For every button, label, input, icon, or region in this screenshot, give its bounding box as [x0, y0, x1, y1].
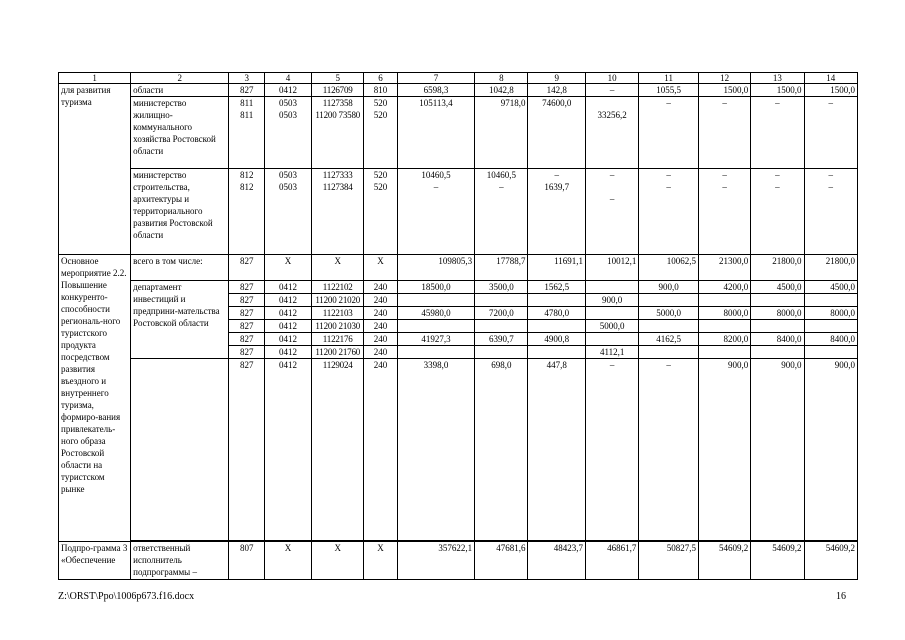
csr-cell: 1127333 1127384	[312, 169, 364, 255]
value-cell	[586, 333, 639, 346]
value-cell	[639, 294, 699, 307]
value-cell	[475, 346, 528, 359]
value-cell	[804, 346, 857, 359]
value-cell: 8400,0	[804, 333, 857, 346]
csr-cell: 1122103	[312, 307, 364, 320]
grbs-cell: 807	[229, 542, 265, 580]
rzpr-cell: 0503 0503	[265, 169, 312, 255]
csr-cell: 11200 21020	[312, 294, 364, 307]
vr-cell: 240	[364, 320, 397, 333]
value-cell: 3398,0	[397, 359, 474, 541]
grbs-cell: 827	[229, 320, 265, 333]
budget-table	[58, 72, 858, 580]
value-cell: 900,0	[804, 359, 857, 541]
value-cell: 21300,0	[698, 255, 750, 281]
col-header: 13	[751, 73, 804, 84]
value-cell	[397, 346, 474, 359]
value-cell: –	[586, 359, 639, 541]
value-cell: 10062,5	[639, 255, 699, 281]
value-cell: – –	[751, 169, 804, 255]
rzpr-cell: 0412	[265, 84, 312, 97]
rzpr-cell: 0412	[265, 359, 312, 541]
value-cell: 5000,0	[586, 320, 639, 333]
value-cell	[804, 294, 857, 307]
activity-name-cell: Подпро-грамма 3 «Обеспечение	[59, 542, 131, 580]
value-cell: 33256,2	[586, 97, 639, 169]
rzpr-cell: X	[265, 255, 312, 281]
value-cell: – –	[804, 169, 857, 255]
grbs-cell: 827	[229, 359, 265, 541]
value-cell	[475, 320, 528, 333]
col-header: 6	[364, 73, 397, 84]
value-cell: 7200,0	[475, 307, 528, 320]
table-row	[59, 169, 858, 255]
value-cell: 8400,0	[751, 333, 804, 346]
col-header: 12	[698, 73, 750, 84]
rzpr-cell: 0503 0503	[265, 97, 312, 169]
value-cell: 1562,5	[528, 281, 586, 294]
value-cell: 4162,5	[639, 333, 699, 346]
rzpr-cell: 0412	[265, 307, 312, 320]
value-cell: 4112,1	[586, 346, 639, 359]
table-row	[59, 97, 858, 169]
value-cell: 8000,0	[751, 307, 804, 320]
value-cell: 447,8	[528, 359, 586, 541]
grbs-cell: 827	[229, 255, 265, 281]
value-cell	[586, 307, 639, 320]
value-cell: 6390,7	[475, 333, 528, 346]
value-cell	[751, 294, 804, 307]
grbs-cell: 812 812	[229, 169, 265, 255]
vr-cell: X	[364, 542, 397, 580]
value-cell	[586, 281, 639, 294]
value-cell: 54609,2	[698, 542, 750, 580]
col-header: 1	[59, 73, 131, 84]
executor-cell: всего в том числе:	[131, 255, 229, 281]
col-header: 8	[475, 73, 528, 84]
value-cell: 3500,0	[475, 281, 528, 294]
value-cell: 8000,0	[698, 307, 750, 320]
col-header: 10	[586, 73, 639, 84]
value-cell: 8000,0	[804, 307, 857, 320]
vr-cell: 240	[364, 294, 397, 307]
activity-name-cell: Основное мероприятие 2.2. Повышение конкуренто-способности региональ-ного туристского продукта посредством развития въездного и внутреннего туризма, формиро-вания привлекатель-ного образа Ростовской области на туристском рынке	[59, 255, 131, 542]
rzpr-cell: 0412	[265, 294, 312, 307]
value-cell: –	[698, 97, 750, 169]
rzpr-cell: 0412	[265, 333, 312, 346]
executor-cell: ответственный исполнитель подпрограммы –	[131, 542, 229, 580]
grbs-cell: 827	[229, 333, 265, 346]
value-cell	[475, 294, 528, 307]
value-cell: 21800,0	[804, 255, 857, 281]
csr-cell: 1126709	[312, 84, 364, 97]
value-cell	[528, 294, 586, 307]
value-cell: 46861,7	[586, 542, 639, 580]
vr-cell: 520 520	[364, 97, 397, 169]
csr-cell: 1129024	[312, 359, 364, 541]
vr-cell: 240	[364, 281, 397, 294]
csr-cell: 1122102	[312, 281, 364, 294]
value-cell: – –	[698, 169, 750, 255]
vr-cell: 240	[364, 359, 397, 541]
value-cell: 50827,5	[639, 542, 699, 580]
value-cell: 54609,2	[804, 542, 857, 580]
page-number: 16	[836, 591, 846, 602]
grbs-cell: 811 811	[229, 97, 265, 169]
grbs-cell: 827	[229, 84, 265, 97]
value-cell	[528, 346, 586, 359]
value-cell: 6598,3	[397, 84, 474, 97]
value-cell	[639, 346, 699, 359]
value-cell: 1500,0	[751, 84, 804, 97]
value-cell	[639, 320, 699, 333]
value-cell: 357622,1	[397, 542, 474, 580]
value-cell: 1042,8	[475, 84, 528, 97]
value-cell	[751, 320, 804, 333]
vr-cell: 240	[364, 307, 397, 320]
value-cell: 1500,0	[804, 84, 857, 97]
value-cell: 4500,0	[751, 281, 804, 294]
vr-cell: 240	[364, 333, 397, 346]
value-cell: 47681,6	[475, 542, 528, 580]
value-cell: 4500,0	[804, 281, 857, 294]
table-row	[59, 84, 858, 97]
csr-cell: 1122176	[312, 333, 364, 346]
executor-cell: министерство жилищно-коммунального хозяйства Ростовской области	[131, 97, 229, 169]
col-header: 11	[639, 73, 699, 84]
rzpr-cell: 0412	[265, 346, 312, 359]
value-cell	[397, 320, 474, 333]
value-cell: 17788,7	[475, 255, 528, 281]
executor-cell: министерство строительства, архитектуры и территориального развития Ростовской области	[131, 169, 229, 255]
value-cell	[528, 320, 586, 333]
value-cell: 142,8	[528, 84, 586, 97]
table-row	[59, 359, 858, 541]
value-cell: 54609,2	[751, 542, 804, 580]
value-cell: – –	[639, 169, 699, 255]
value-cell: 8200,0	[698, 333, 750, 346]
vr-cell: 240	[364, 346, 397, 359]
header-row	[59, 73, 858, 84]
table-row	[59, 255, 858, 281]
value-cell: 1500,0	[698, 84, 750, 97]
value-cell: 900,0	[639, 281, 699, 294]
value-cell: 900,0	[586, 294, 639, 307]
value-cell: 5000,0	[639, 307, 699, 320]
value-cell: –	[639, 359, 699, 541]
value-cell: 9718,0	[475, 97, 528, 169]
value-cell: 18500,0	[397, 281, 474, 294]
value-cell: 10460,5 –	[397, 169, 474, 255]
grbs-cell: 827	[229, 346, 265, 359]
col-header: 3	[229, 73, 265, 84]
value-cell	[804, 320, 857, 333]
value-cell	[698, 320, 750, 333]
csr-cell: 11200 21030	[312, 320, 364, 333]
value-cell: 74600,0	[528, 97, 586, 169]
col-header: 5	[312, 73, 364, 84]
value-cell: –	[586, 84, 639, 97]
value-cell: –	[804, 97, 857, 169]
table-row	[59, 542, 858, 580]
col-header: 7	[397, 73, 474, 84]
value-cell	[751, 346, 804, 359]
value-cell: 41927,3	[397, 333, 474, 346]
value-cell: – 1639,7	[528, 169, 586, 255]
col-header: 14	[804, 73, 857, 84]
grbs-cell: 827	[229, 281, 265, 294]
value-cell: – –	[586, 169, 639, 255]
value-cell: 900,0	[751, 359, 804, 541]
value-cell: 105113,4	[397, 97, 474, 169]
value-cell	[698, 346, 750, 359]
value-cell: 10012,1	[586, 255, 639, 281]
value-cell: 4200,0	[698, 281, 750, 294]
executor-cell: департамент инвестиций и предприни-мательства Ростовской области	[131, 281, 229, 359]
value-cell: 11691,1	[528, 255, 586, 281]
value-cell: 1055,5	[639, 84, 699, 97]
csr-cell: 11200 21760	[312, 346, 364, 359]
value-cell	[698, 294, 750, 307]
csr-cell: 1127358 11200 73580	[312, 97, 364, 169]
vr-cell: X	[364, 255, 397, 281]
col-header: 9	[528, 73, 586, 84]
value-cell: 45980,0	[397, 307, 474, 320]
vr-cell: 520 520	[364, 169, 397, 255]
value-cell: 21800,0	[751, 255, 804, 281]
csr-cell: X	[312, 255, 364, 281]
rzpr-cell: 0412	[265, 281, 312, 294]
value-cell: –	[751, 97, 804, 169]
value-cell: 900,0	[698, 359, 750, 541]
value-cell: 4780,0	[528, 307, 586, 320]
value-cell: 48423,7	[528, 542, 586, 580]
rzpr-cell: X	[265, 542, 312, 580]
grbs-cell: 827	[229, 307, 265, 320]
col-header: 4	[265, 73, 312, 84]
activity-name-cell: для развития туризма	[59, 84, 131, 255]
executor-cell: области	[131, 84, 229, 97]
table-row	[59, 281, 858, 294]
footer-file-path: Z:\ORST\Ppo\1006p673.f16.docx	[58, 591, 195, 602]
value-cell: –	[639, 97, 699, 169]
vr-cell: 810	[364, 84, 397, 97]
col-header: 2	[131, 73, 229, 84]
csr-cell: X	[312, 542, 364, 580]
value-cell: 4900,8	[528, 333, 586, 346]
value-cell: 10460,5 –	[475, 169, 528, 255]
grbs-cell: 827	[229, 294, 265, 307]
executor-cell	[131, 359, 229, 541]
rzpr-cell: 0412	[265, 320, 312, 333]
value-cell	[397, 294, 474, 307]
value-cell: 109805,3	[397, 255, 474, 281]
value-cell: 698,0	[475, 359, 528, 541]
